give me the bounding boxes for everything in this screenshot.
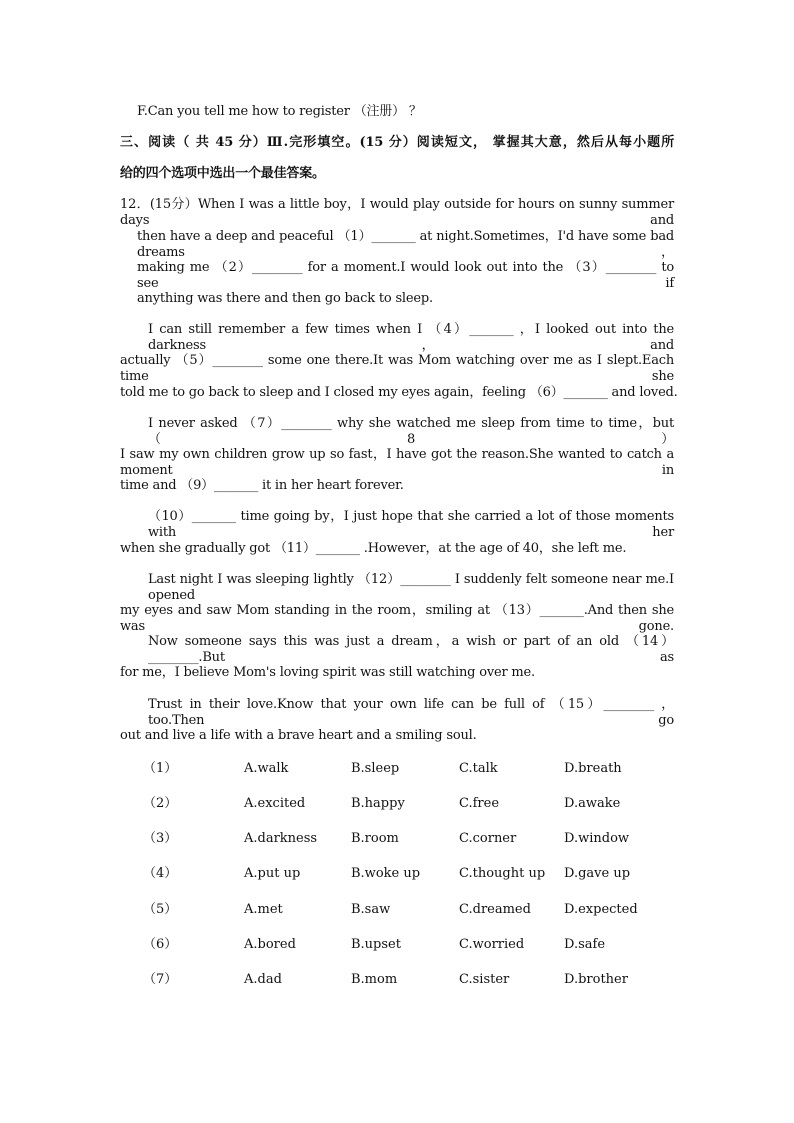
question-number: （1） (143, 761, 178, 776)
passage-line: Last night I was sleeping lightly （12）________ I suddenly felt someone near me.I opened (148, 572, 674, 603)
option-row (0, 972, 794, 988)
passage-line: Now someone says this was just a dream，a wish or part of an old （14）________.But as (148, 634, 674, 665)
choice-c: C.thought up (459, 866, 546, 881)
passage-line: actually （5）________ some one there.It was Mom watching over me as I slept.Each time she (120, 353, 674, 384)
option-row (0, 902, 794, 918)
passage-line: my eyes and saw Mom standing in the room，smiling at （13）_______.And then she was gone. (120, 603, 674, 634)
choice-b: B.mom (351, 972, 398, 987)
choice-b: B.sleep (351, 761, 400, 776)
choice-c: C.sister (459, 972, 510, 987)
choice-d: D.awake (564, 796, 621, 811)
choice-b: B.room (351, 831, 399, 846)
choice-a: A.darkness (244, 831, 318, 846)
choice-c: C.free (459, 796, 500, 811)
choice-c: C.corner (459, 831, 517, 846)
option-row (0, 866, 794, 882)
option-row (0, 937, 794, 953)
option-row (0, 761, 794, 777)
passage-line: when she gradually got （11）_______ .However，at the age of 40，she left me. (120, 541, 627, 556)
choice-b: B.woke up (351, 866, 421, 881)
passage-line: time and （9）_______ it in her heart forever. (120, 478, 404, 493)
choice-d: D.brother (564, 972, 628, 987)
question-number: （4） (143, 866, 178, 881)
choice-c: C.talk (459, 761, 498, 776)
option-row (0, 831, 794, 847)
choice-c: C.worried (459, 937, 525, 952)
option-row (0, 796, 794, 812)
choice-a: A.excited (244, 796, 306, 811)
choice-d: D.breath (564, 761, 622, 776)
passage-line: I saw my own children grow up so fast，I have got the reason.She wanted to catch a moment in (120, 447, 674, 478)
choice-a: A.bored (244, 937, 296, 952)
question-number: （3） (143, 831, 178, 846)
choice-b: B.upset (351, 937, 401, 952)
choice-d: D.window (564, 831, 630, 846)
passage-line: Trust in their love.Know that your own life can be full of （15）________ ，too.Then go (148, 697, 674, 728)
choice-b: B.happy (351, 796, 405, 811)
choice-c: C.dreamed (459, 902, 531, 917)
choice-a: A.met (244, 902, 283, 917)
passage-line: out and live a life with a brave heart and a smiling soul. (120, 728, 477, 743)
passage-line: making me （2）________ for a moment.I would look out into the （3）________ to see if (137, 260, 674, 291)
question-number: （6） (143, 937, 178, 952)
passage-line: I never asked （7）________ why she watched me sleep from time to time，but （8） (148, 416, 674, 447)
passage-line: for me，I believe Mom's loving spirit was still watching over me. (120, 665, 535, 680)
section-heading-line-1: 三、阅读（ 共 45 分）Ⅲ.完形填空。(15 分）阅读短文， 掌握其大意，然后从每小题所 (120, 135, 674, 150)
choice-d: D.expected (564, 902, 638, 917)
passage-line: anything was there and then go back to sleep. (137, 291, 433, 306)
section-heading-line-2: 给的四个选项中选出一个最佳答案。 (120, 166, 325, 181)
question-number: （5） (143, 902, 178, 917)
choice-b: B.saw (351, 902, 391, 917)
choice-d: D.safe (564, 937, 606, 952)
choice-d: D.gave up (564, 866, 631, 881)
passage-line: I can still remember a few times when I （4）_______ ，I looked out into the darkness，and (148, 322, 674, 353)
passage-line: （10）_______ time going by，I just hope that she carried a lot of those moments with her (148, 509, 674, 540)
choice-a: A.put up (244, 866, 301, 881)
passage-line: 12．(15分）When I was a little boy，I would play outside for hours on sunny summer days and (120, 197, 674, 228)
question-number: （7） (143, 972, 178, 987)
choice-a: A.dad (244, 972, 282, 987)
choice-a: A.walk (244, 761, 289, 776)
question-number: （2） (143, 796, 178, 811)
passage-line: told me to go back to sleep and I closed my eyes again，feeling （6）_______ and loved. (120, 385, 678, 400)
passage-line: then have a deep and peaceful （1）_______ at night.Sometimes，I'd have some bad dreams， (137, 229, 674, 260)
option-f-line: F.Can you tell me how to register （注册） ？ (137, 104, 422, 119)
